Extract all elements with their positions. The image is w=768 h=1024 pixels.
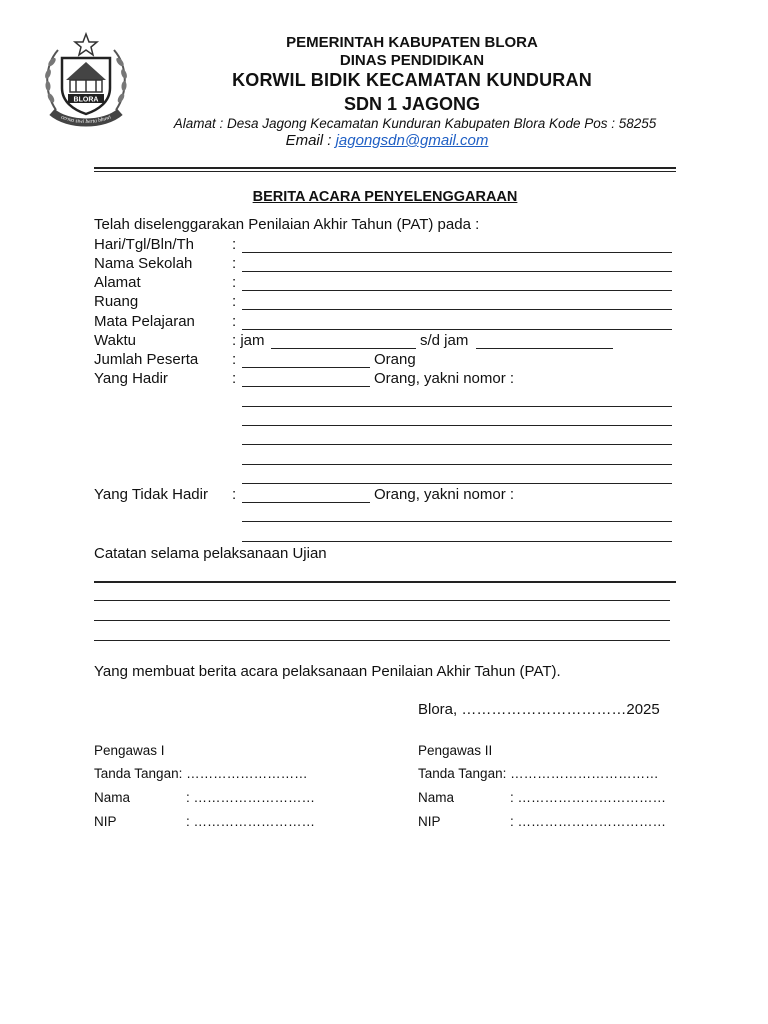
input-line-jam-start[interactable] [271, 348, 416, 349]
email-link[interactable]: jagongsdn@gmail.com [335, 132, 489, 149]
closing-text: Yang membuat berita acara pelaksanaan Penilaian Akhir Tahun (PAT). [94, 663, 561, 680]
input-line-jam-end[interactable] [476, 348, 613, 349]
pengawas-2-nip-label: NIP [418, 814, 441, 829]
label-waktu: Waktu [94, 332, 136, 349]
label-hadir: Yang Hadir [94, 370, 168, 387]
pengawas-2-nama-dots: : …………………………… [510, 790, 667, 805]
input-line-tidak-hadir-count[interactable] [242, 502, 370, 503]
pengawas-1-nama-label: Nama [94, 790, 131, 805]
place-date: Blora, ……………………………2025 [418, 701, 660, 718]
jumlah-orang-label: Orang [374, 351, 416, 368]
blora-regency-logo-icon [38, 30, 134, 130]
input-line-mapel[interactable] [242, 329, 672, 330]
input-line-hadir-2[interactable] [242, 425, 672, 426]
pengawas-2-nip-dots: : …………………………… [510, 814, 667, 829]
label-ruang: Ruang [94, 293, 139, 310]
header-email-row [150, 132, 624, 149]
input-line-tidak-hadir-2[interactable] [242, 541, 672, 542]
logo-text-top: BLORA [73, 96, 99, 104]
header-korwil: KORWIL BIDIK KECAMATAN KUNDURAN [232, 70, 592, 90]
header-department: DINAS PENDIDIKAN [339, 52, 485, 69]
hadir-orang-nomor-label: Orang, yakni nomor : [374, 370, 515, 387]
pengawas-2-title: Pengawas II [418, 743, 493, 758]
label-sekolah: Nama Sekolah [94, 255, 193, 272]
input-line-tidak-hadir-1[interactable] [242, 521, 672, 522]
pengawas-1-nip-dots: : ……………………… [186, 814, 316, 829]
colon-tidak-hadir: : [232, 486, 237, 503]
colon-alamat: : [232, 274, 237, 291]
tidak-hadir-orang-nomor-label: Orang, yakni nomor : [374, 486, 515, 503]
input-line-hadir-4[interactable] [242, 464, 672, 465]
input-line-hadir-1[interactable] [242, 406, 672, 407]
header-school-name: SDN 1 JAGONG [343, 94, 481, 114]
header-address: Alamat : Desa Jagong Kecamatan Kunduran Kabupaten Blora Kode Pos : 58255 [173, 116, 657, 131]
input-line-alamat[interactable] [242, 290, 672, 291]
label-alamat: Alamat [94, 274, 141, 291]
colon-jumlah: : [232, 351, 237, 368]
waktu-jam-label: : jam [232, 332, 265, 349]
catatan-line-2[interactable] [94, 600, 670, 601]
input-line-hadir-3[interactable] [242, 444, 672, 445]
pengawas-1-ttd-label: Tanda Tangan: ……………………… [94, 766, 308, 781]
header-rule-thick [94, 167, 676, 169]
colon-hari: : [232, 236, 237, 253]
email-label: Email : [285, 132, 336, 149]
catatan-line-3[interactable] [94, 620, 670, 621]
input-line-jumlah[interactable] [242, 367, 370, 368]
colon-hadir: : [232, 370, 237, 387]
input-line-sekolah[interactable] [242, 271, 672, 272]
colon-mapel: : [232, 313, 237, 330]
label-jumlah: Jumlah Peserta [94, 351, 199, 368]
input-line-hari[interactable] [242, 252, 672, 253]
pengawas-2-nama-label: Nama [418, 790, 455, 805]
catatan-line-4[interactable] [94, 640, 670, 641]
catatan-label: Catatan selama pelaksanaan Ujian [94, 545, 327, 562]
input-line-hadir-count[interactable] [242, 386, 370, 387]
intro-text: Telah diselenggarakan Penilaian Akhir Tahun (PAT) pada : [94, 216, 480, 233]
pengawas-1-nip-label: NIP [94, 814, 117, 829]
label-mapel: Mata Pelajaran [94, 313, 195, 330]
pengawas-1-title: Pengawas I [94, 743, 165, 758]
label-hari: Hari/Tgl/Bln/Th [94, 236, 195, 253]
catatan-line-1[interactable] [94, 581, 676, 583]
document-title: BERITA ACARA PENYELENGGARAAN [252, 189, 518, 205]
header-government: PEMERINTAH KABUPATEN BLORA [286, 34, 538, 51]
pengawas-1-nama-dots: : ……………………… [186, 790, 316, 805]
waktu-sd-label: s/d jam [420, 332, 469, 349]
label-tidak-hadir: Yang Tidak Hadir [94, 486, 208, 503]
pengawas-2-ttd-label: Tanda Tangan: …………………………… [418, 766, 659, 781]
colon-ruang: : [232, 293, 237, 310]
header-rule-thin [94, 171, 676, 172]
colon-sekolah: : [232, 255, 237, 272]
logo-text-bottom: cerma siwi berta bhuwi [59, 114, 113, 126]
input-line-ruang[interactable] [242, 309, 672, 310]
input-line-hadir-5[interactable] [242, 483, 672, 484]
